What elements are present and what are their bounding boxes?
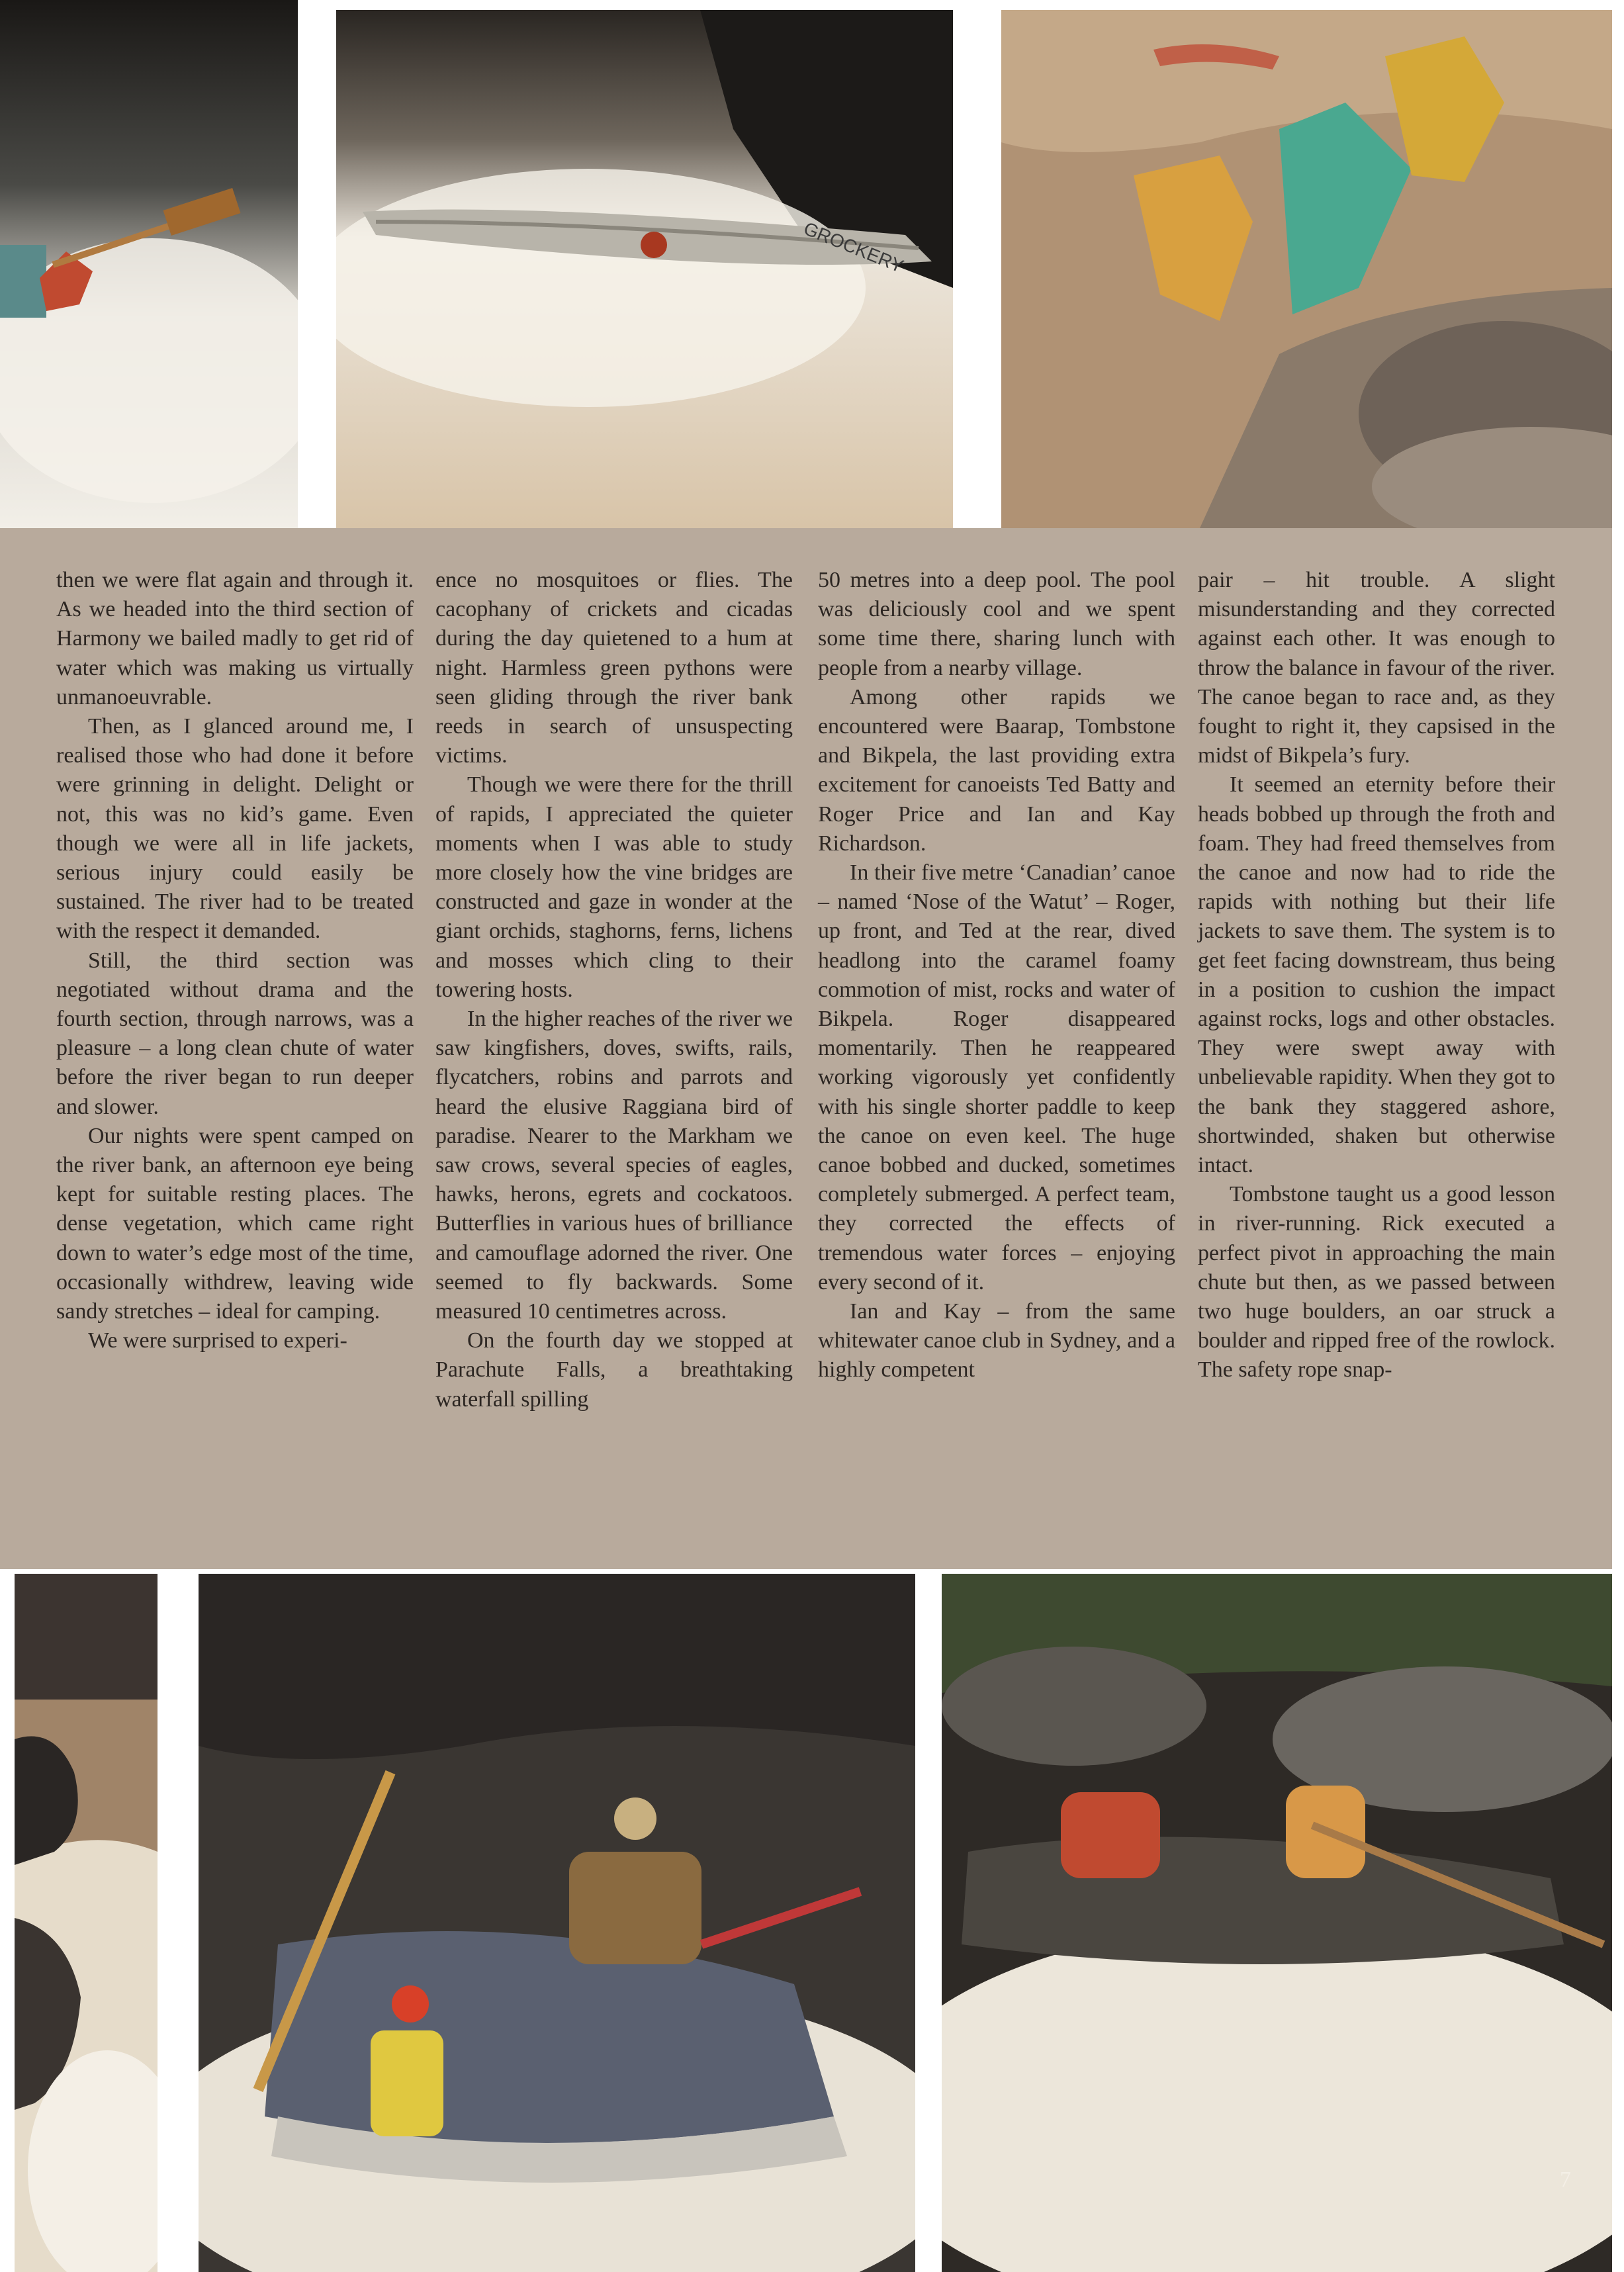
paragraph: Ian and Kay – from the same whitewater canoe club in Sydney, and a highly competent — [818, 1299, 1175, 1383]
paragraph: In the higher reaches of the river we saw kingfishers, doves, swifts, rails, flycatchers, robins and parrots and heard the elusive Raggiana bird of paradise. Nearer to the Markham we saw crows, several species of eagles, hawks, herons, egrets and cockatoos. Butterflies in various hues of brilliance and camouflage adorned the river. One seemed to fly backwards. Some measured 10 centimetres across. — [435, 1007, 793, 1324]
photo-raft-running-rapid — [199, 1574, 915, 2272]
page-number: 7 — [1560, 2167, 1571, 2192]
paragraph: Our nights were spent camped on the river bank, an afternoon eye being kept for suitable resting places. The dense vegetation, which came right down to water’s edge most of the time, occasionally withdrew, leaving wide sandy stretches – ideal for camping. — [56, 1123, 414, 1324]
paragraph: ence no mosquitoes or flies. The cacophany of crickets and cicadas during the day quietened to a hum at night. Harmless green pythons were seen gliding through the river bank reeds in search of unsuspecting victims. — [435, 568, 793, 768]
paragraph: Then, as I glanced around me, I realised those who had done it before were grinning in delight. Delight or not, this was no kid’s game. Even though we were all in life jackets, serious injury could easily be sustained. The river had to be treated with the respect it demanded. — [56, 714, 414, 944]
paragraph: Among other rapids we encountered were Baarap, Tombstone and Bikpela, the last providing extra excitement for canoeists Ted Batty and Roger Price and Ian and Kay Richardson. — [818, 684, 1175, 856]
photo-rocks-and-rapids — [15, 1574, 158, 2272]
paragraph: Though we were there for the thrill of rapids, I appreciated the quieter moments when I was able to study more closely how the vine bridges are constructed and gaze in wonder at the giant orchids, staghorns, ferns, lichens and mosses which cling to their towering hosts. — [435, 772, 793, 1002]
paragraph: pair – hit trouble. A slight misunderstanding and they corrected against each other. It was enough to throw the balance in favour of the river. The canoe began to race and, as they fought to right it, they capsised in the midst of Bikpela’s fury. — [1198, 568, 1556, 768]
paragraph: 50 metres into a deep pool. The pool was deliciously cool and we spent some time there, sharing lunch with people from a nearby village. — [818, 568, 1175, 680]
paragraph: It seemed an eternity before their heads bobbed up through the froth and foam. They had freed themselves from the canoe and now had to ride the rapids with nothing but their life jackets to save them. The system is to get feet facing downstream, thus being in a position to cushion the impact against rocks, logs and other obstacles. They were swept away with unbelievable rapidity. When they got to the bank they staggered ashore, shortwinded, shaken but otherwise intact. — [1198, 772, 1555, 1178]
article-column-3 — [818, 566, 1175, 1385]
paragraph: In their five metre ‘Canadian’ canoe – named ‘Nose of the Watut’ – Roger, up front, and Ted at the rear, dived headlong into the caramel foamy commotion of mist, rocks and water of Bikpela. Roger disappeared momentarily. Then he reappeared working vigorously yet confidently with his single shorter paddle to keep the canoe on even keel. The huge canoe bobbed and ducked, sometimes completely submerged. A perfect team, they corrected the effects of tremendous water forces – enjoying every second of it. — [818, 860, 1175, 1295]
paragraph: then we were flat again and through it. As we headed into the third section of Harmony we bailed madly to get rid of water which was making us virtually unmanoeuvrable. — [56, 568, 414, 709]
article-column-2 — [435, 566, 793, 1414]
paragraph: On the fourth day we stopped at Parachute Falls, a breathtaking waterfall spilling — [435, 1328, 793, 1412]
photo-canoeists-on-rocks — [1001, 10, 1612, 528]
paragraph: Tombstone taught us a good lesson in river-running. Rick executed a perfect pivot in approaching the main chute but then, as we passed between two huge boulders, an oar struck a boulder and ripped free of the rowlock. The safety rope snap- — [1198, 1182, 1555, 1383]
article-column-4 — [1198, 566, 1555, 1385]
paragraph: We were surprised to experi- — [88, 1328, 347, 1353]
photo-capsized-canoe — [336, 10, 953, 528]
paragraph: Still, the third section was negotiated without drama and the fourth section, through narrows, was a pleasure – a long clean chute of water before the river began to run deeper and slower. — [56, 948, 414, 1119]
photo-paddler-in-rapids — [0, 0, 298, 528]
canoe-lettering: GROCKERY — [801, 218, 907, 277]
article-column-1 — [56, 566, 414, 1355]
photo-rafters-in-whitewater — [942, 1574, 1612, 2272]
